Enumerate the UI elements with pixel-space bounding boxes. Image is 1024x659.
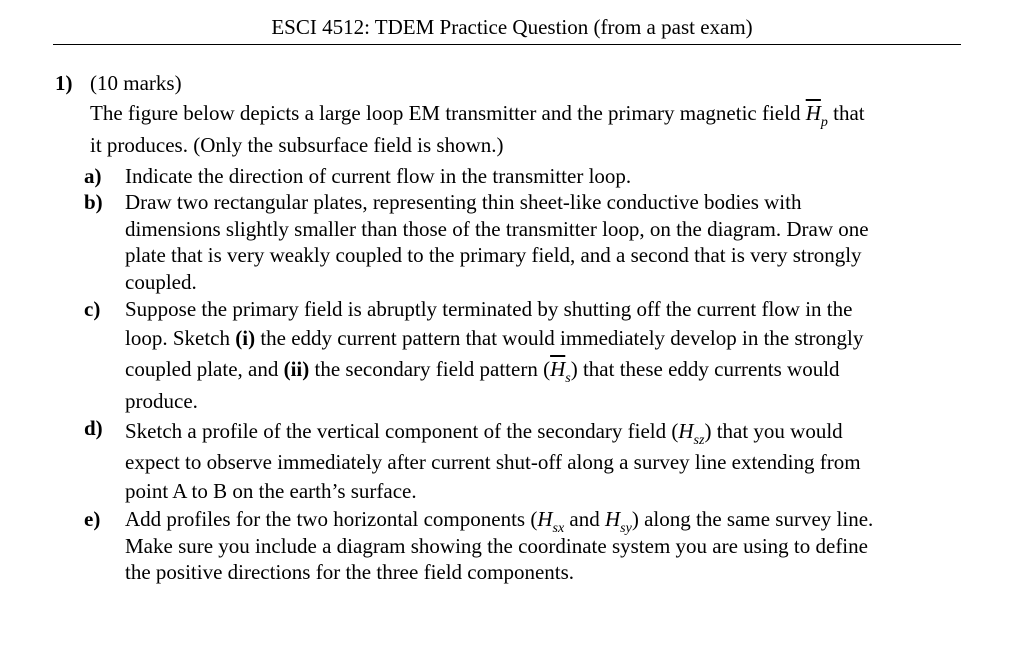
intro-text-a: The figure below depicts a large loop EM transmitter and the primary magnetic field xyxy=(90,101,806,125)
part-b-line-3: plate that is very weakly coupled to the primary field, and a second that is very strongly xyxy=(125,243,862,267)
intro-text-b: that xyxy=(827,101,865,125)
part-c-line-3-a: coupled plate, and xyxy=(125,357,284,381)
part-c-line-2 xyxy=(125,323,965,353)
part-a-label: a) xyxy=(84,164,102,188)
hsx-symbol: H xyxy=(537,507,553,531)
part-a-line-1: Indicate the direction of current flow in the transmitter loop. xyxy=(125,164,632,188)
question-marks: (10 marks) xyxy=(90,71,182,95)
primary-field-subscript: p xyxy=(820,115,828,130)
intro-line-2: it produces. (Only the subsurface field is shown.) xyxy=(90,133,504,157)
part-e-line-1 xyxy=(125,506,965,536)
header-divider xyxy=(53,44,961,45)
part-d-line-1-a: Sketch a profile of the vertical component of the secondary field ( xyxy=(125,419,679,443)
part-b-line-2: dimensions slightly smaller than those of the transmitter loop, on the diagram. Draw one xyxy=(125,216,869,241)
part-d-line-1-b: ) that you would xyxy=(704,419,843,443)
part-c-item-i: (i) xyxy=(235,326,256,350)
part-c-line-3 xyxy=(125,353,965,386)
part-e-line-1-a: Add profiles for the two horizontal components ( xyxy=(125,507,538,531)
part-c-line-2-c: the eddy current pattern that would immediately develop in the strongly xyxy=(255,326,864,350)
part-d-line-1 xyxy=(125,415,965,447)
page-title: ESCI 4512: TDEM Practice Question (from a past exam) xyxy=(271,15,753,39)
hsy-symbol: H xyxy=(605,507,621,531)
question-intro xyxy=(90,97,970,161)
part-e-and: and xyxy=(564,507,605,531)
part-c-line-2-a: loop. Sketch xyxy=(125,326,236,350)
secondary-field-symbol: $\overline{H}$ xyxy=(550,357,566,381)
part-c-line-1: Suppose the primary field is abruptly terminated by shutting off the current flow in the xyxy=(125,297,853,321)
hsy-subscript: sy xyxy=(620,521,632,536)
hsz-subscript: sz xyxy=(693,433,705,448)
secondary-field-subscript: s xyxy=(565,371,571,386)
part-e-label: e) xyxy=(84,507,101,531)
part-c-item-ii: (ii) xyxy=(283,357,310,381)
part-c-line-3-c: the secondary field pattern ( xyxy=(309,357,551,381)
part-d-line-3: point A to B on the earth’s surface. xyxy=(125,479,417,503)
part-e-line-3: the positive directions for the three field components. xyxy=(125,560,575,584)
part-b-line-4: coupled. xyxy=(125,269,197,294)
part-d-line-2: expect to observe immediately after current shut-off along a survey line extending from xyxy=(125,450,861,474)
part-c-label: c) xyxy=(84,297,101,321)
part-c-line-3-d: ) that these eddy currents would xyxy=(570,357,840,381)
hsz-symbol: H xyxy=(678,419,694,443)
part-e-line-1-b: ) along the same survey line. xyxy=(631,507,874,531)
question-number: 1) xyxy=(55,71,73,95)
part-b-line-1: Draw two rectangular plates, representing thin sheet-like conductive bodies with xyxy=(125,190,802,214)
part-e-line-2: Make sure you include a diagram showing the coordinate system you are using to define xyxy=(125,534,868,558)
hsx-subscript: sx xyxy=(552,521,565,536)
part-d-label: d) xyxy=(84,416,103,440)
part-b-label: b) xyxy=(84,190,103,214)
intro-line-1 xyxy=(90,97,970,129)
primary-field-symbol: $\overline{H}$ xyxy=(805,101,821,125)
part-c-line-4: produce. xyxy=(125,389,198,413)
